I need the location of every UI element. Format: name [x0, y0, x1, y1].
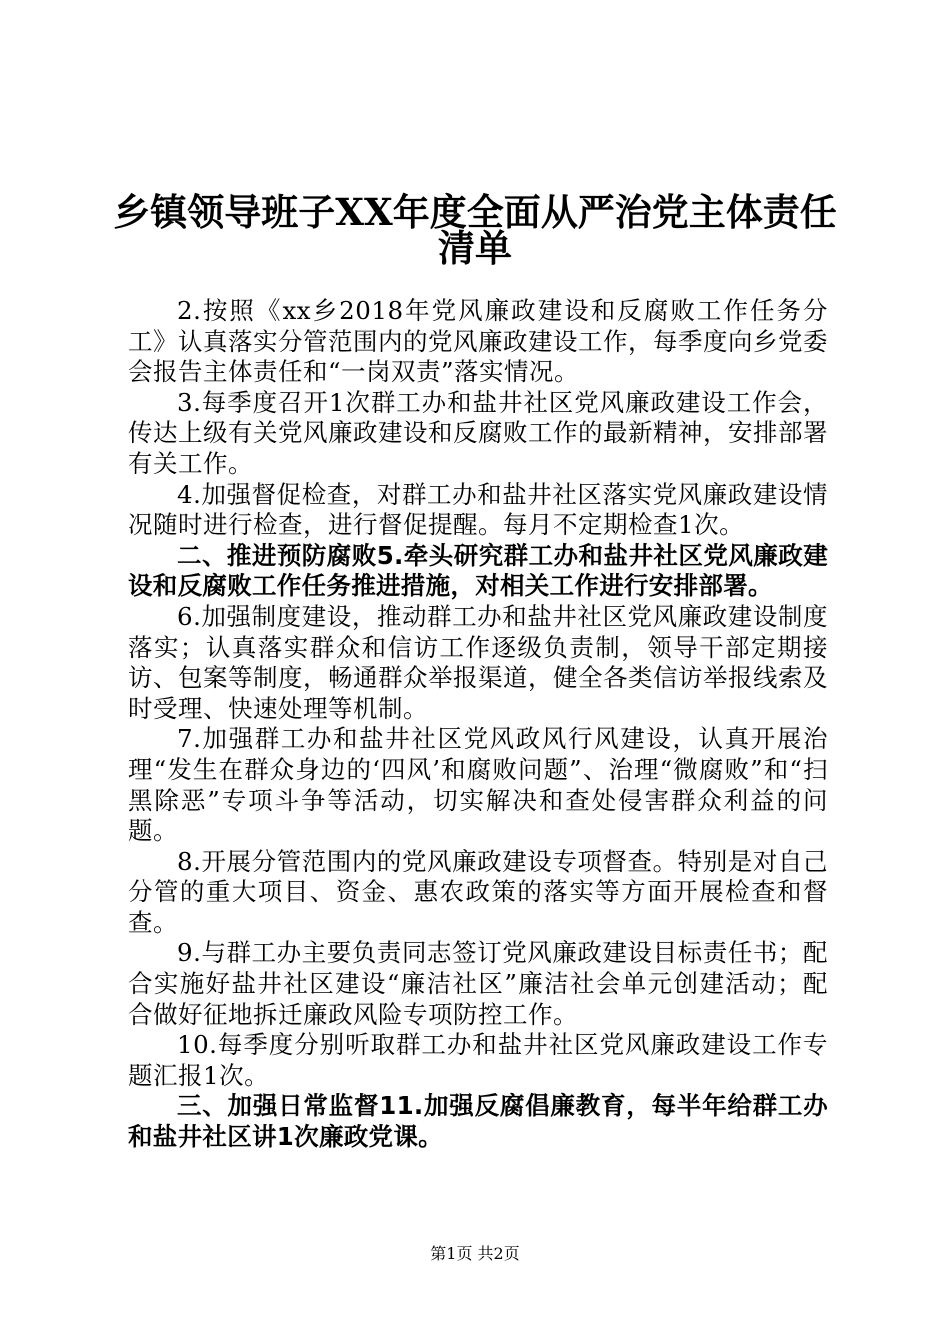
section-heading-supervision: 三、加强日常监督11.加强反腐倡廉教育，每半年给群工办和盐井社区讲1次廉政党课。 — [128, 1091, 828, 1152]
section-heading-prevention: 二、推进预防腐败5.牵头研究群工办和盐井社区党风廉政建设和反腐败工作任务推进措施，对相关工作进行安排部署。 — [128, 540, 828, 601]
page-footer: 第1页 共2页 — [430, 1244, 520, 1263]
paragraph-item-4: 4.加强督促检查，对群工办和盐井社区落实党风廉政建设情况随时进行检查，进行督促提醒。每月不定期检查1次。 — [128, 479, 828, 540]
document-title-line-2: 清单 — [438, 226, 512, 270]
paragraph-item-7: 7.加强群工办和盐井社区党风政风行风建设，认真开展治理“发生在群众身边的‘四风’和腐败问题”、治理“微腐败”和“扫黑除恶”专项斗争等活动，切实解决和查处侵害群众利益的问题。 — [128, 724, 828, 846]
paragraph-item-10: 10.每季度分别听取群工办和盐井社区党风廉政建设工作专题汇报1次。 — [128, 1030, 828, 1090]
document-body — [128, 296, 828, 1153]
paragraph-item-9: 9.与群工办主要负责同志签订党风廉政建设目标责任书；配合实施好盐井社区建设“廉洁社区”廉洁社会单元创建活动；配合做好征地拆迁廉政风险专项防控工作。 — [128, 938, 828, 1029]
paragraph-item-6: 6.加强制度建设，推动群工办和盐井社区党风廉政建设制度落实；认真落实群众和信访工作逐级负责制，领导干部定期接访、包案等制度，畅通群众举报渠道，健全各类信访举报线索及时受理、快速处理等机制。 — [128, 601, 828, 723]
document-title-line-1: 乡镇领导班子XX年度全面从严治党主体责任 — [113, 190, 837, 234]
paragraph-item-8: 8.开展分管范围内的党风廉政建设专项督查。特别是对自己分管的重大项目、资金、惠农政策的落实等方面开展检查和督查。 — [128, 846, 828, 937]
paragraph-item-2: 2.按照《xx乡2018年党风廉政建设和反腐败工作任务分工》认真落实分管范围内的党风廉政建设工作，每季度向乡党委会报告主体责任和“一岗双责”落实情况。 — [128, 296, 828, 387]
paragraph-item-3: 3.每季度召开1次群工办和盐井社区党风廉政建设工作会，传达上级有关党风廉政建设和反腐败工作的最新精神，安排部署有关工作。 — [128, 387, 828, 478]
